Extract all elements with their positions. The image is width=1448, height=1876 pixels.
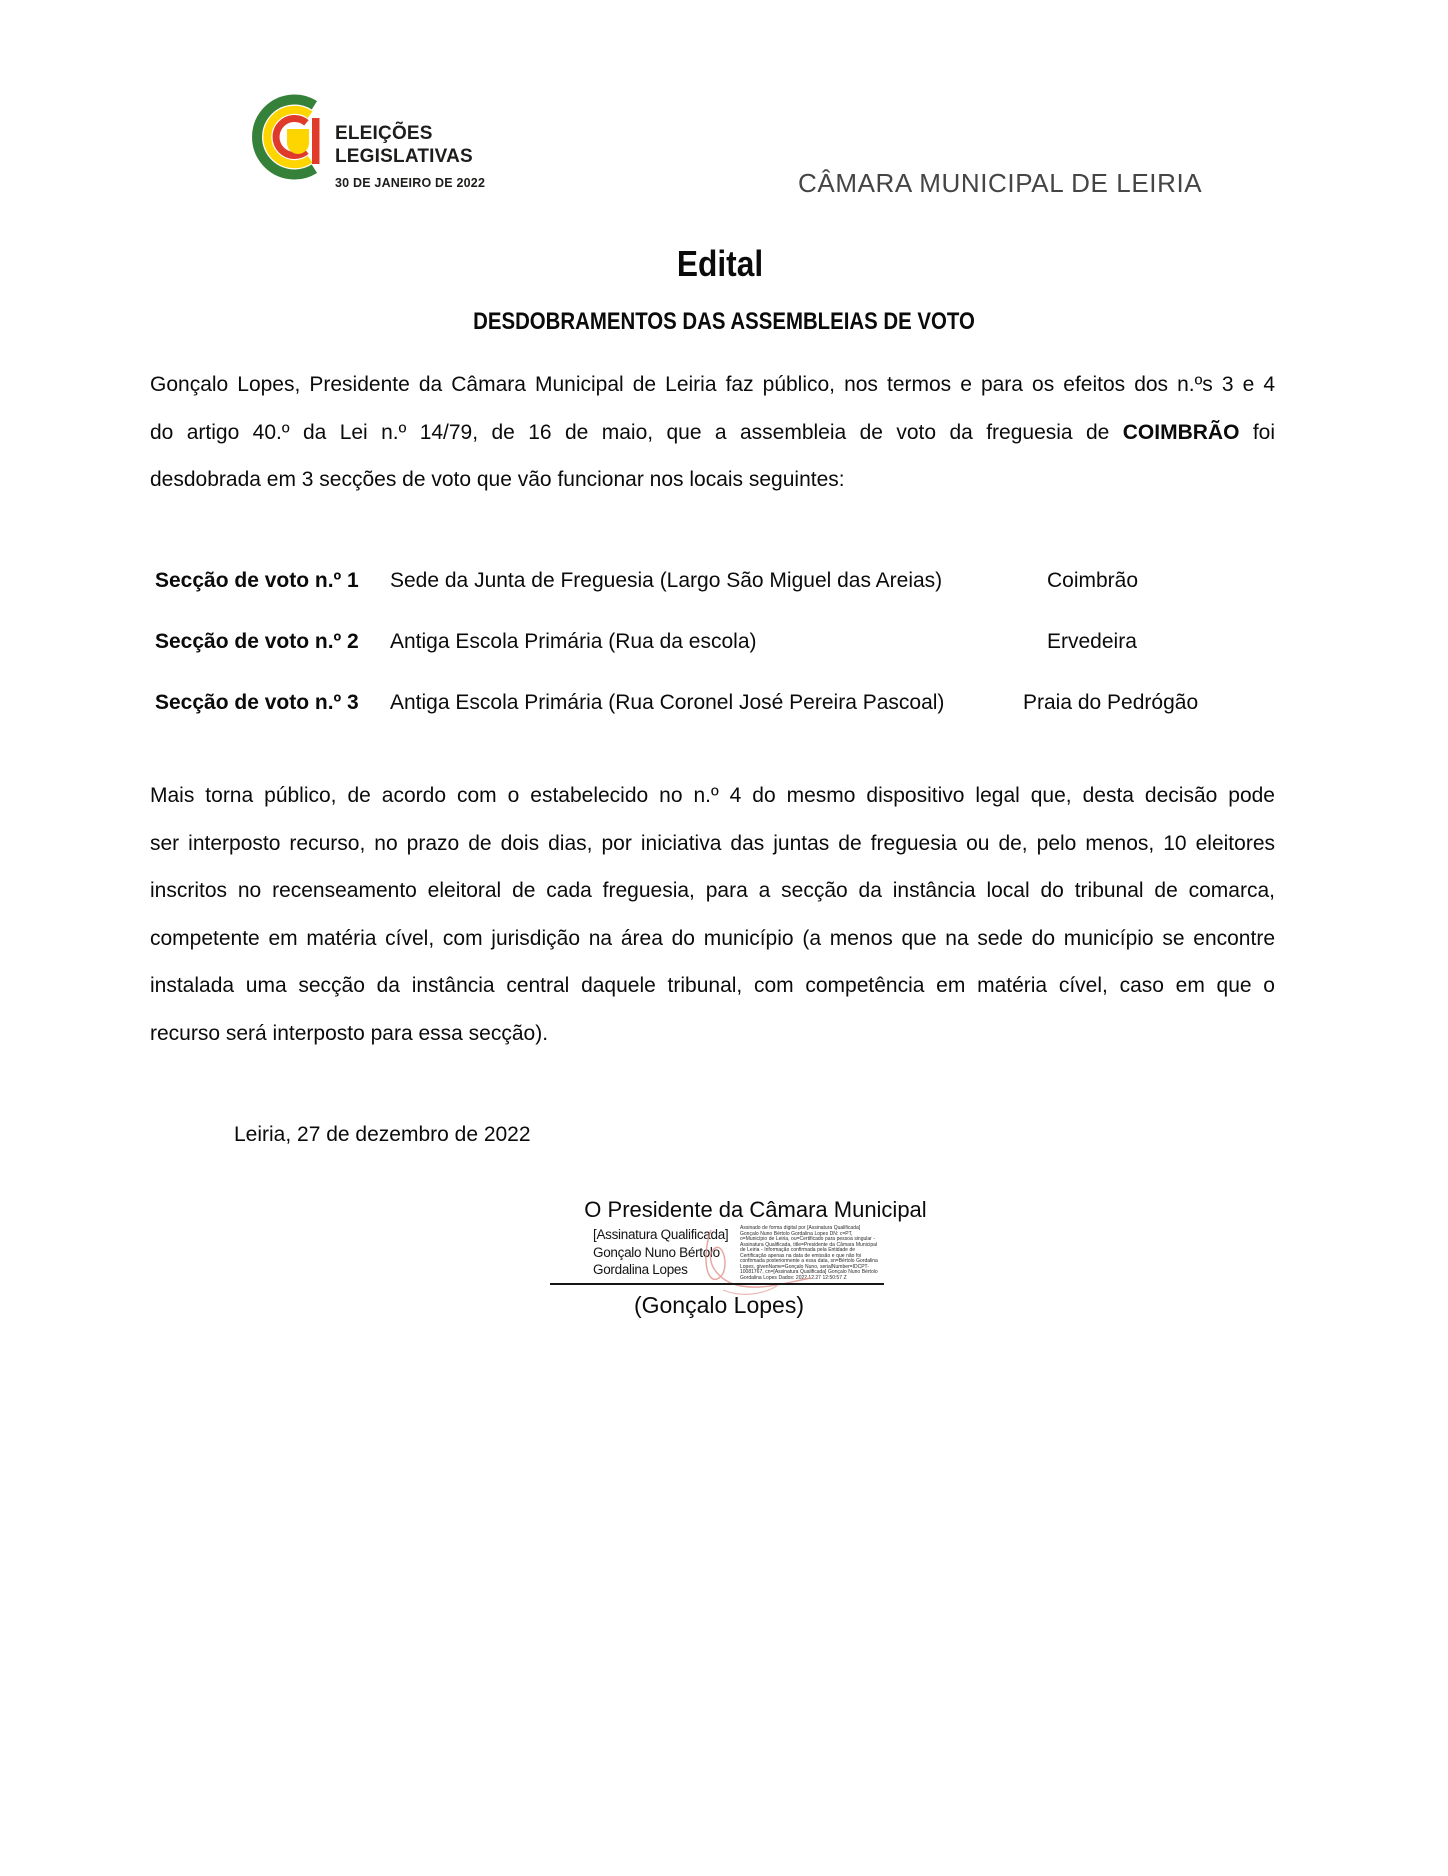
logo-title-line2: LEGISLATIVAS — [335, 146, 473, 167]
elections-logo-text — [335, 122, 485, 195]
voting-section-row — [0, 569, 1448, 597]
section-parish: Coimbrão — [1047, 569, 1139, 592]
intro-paragraph-line-3: desdobrada em 3 secções de voto que vão funcionar nos locais seguintes: — [150, 468, 845, 492]
section-parish: Praia do Pedrógão — [1023, 691, 1199, 714]
document-title: Edital — [676, 243, 764, 284]
intro-paragraph-line-2 — [150, 420, 1275, 446]
digital-signature-details: Assinado de forma digital por [Assinatura Qualificada] Gonçalo Nuno Bértolo Gordalina Lopes DN: c=PT, o=Município de Leiria, ou=Certificado para pessoa singular - Assinatura Qualificada, title=Presidente da Câmara Municipal de Leiria - Informação confirmada pela Entidade de Certificação apenas na data de emissão e que não foi confirmada posteriormente a essa data, sn=Bértolo Gordalina Lopes, givenName=Gonçalo Nuno, serialNumber=IDCPT-10081767, cn=[Assinatura Qualificada] Gonçalo Nuno Bértolo Gordalina Lopes Dados: 2022.12.27 12:50:57 Z — [740, 1225, 878, 1281]
body-paragraph-line-3: inscritos no recenseamento eleitoral de cada freguesia, para a secção da instância local do tribunal de comarca, — [150, 879, 1275, 903]
section-location: Sede da Junta de Freguesia (Largo São Miguel das Areias) — [390, 569, 943, 592]
section-label: Secção de voto n.º 3 — [155, 691, 359, 714]
intro-line2-text: do artigo 40.º da Lei n.º 14/79, de 16 de maio, que a assembleia de voto da freguesia de — [150, 420, 1123, 444]
intro-line2-parish-bold: COIMBRÃO — [1122, 420, 1240, 444]
signature-role-title: O Presidente da Câmara Municipal — [584, 1197, 927, 1222]
body-paragraph-line-1: Mais torna público, de acordo com o estabelecido no n.º 4 do mesmo dispositivo legal que, desta decisão pode — [150, 784, 1275, 807]
intro-line2-tail: foi — [1239, 420, 1275, 444]
signed-name: (Gonçalo Lopes) — [633, 1292, 805, 1318]
stamp-line-3: Gordalina Lopes — [593, 1262, 688, 1278]
logo-yellow-shield — [287, 129, 309, 154]
body-paragraph-line-5: instalada uma secção da instância central daquele tribunal, com competência em matéria cível, caso em que o — [150, 974, 1275, 998]
signature-rule-line — [550, 1283, 884, 1285]
voting-section-row — [0, 691, 1448, 719]
elections-logo-icon — [252, 94, 324, 182]
municipality-header: CÂMARA MUNICIPAL DE LEIRIA — [798, 168, 1203, 198]
body-paragraph-line-2: ser interposto recurso, no prazo de dois dias, por iniciativa das juntas de freguesia ou de, pelo menos, 10 eleitores — [150, 831, 1275, 855]
body-paragraph-line-6: recurso será interposto para essa secção). — [150, 1022, 549, 1045]
section-location: Antiga Escola Primária (Rua da escola) — [390, 630, 757, 653]
section-location: Antiga Escola Primária (Rua Coronel José Pereira Pascoal) — [390, 691, 945, 714]
section-label: Secção de voto n.º 2 — [155, 630, 359, 653]
section-parish: Ervedeira — [1047, 630, 1137, 653]
section-label: Secção de voto n.º 1 — [155, 569, 359, 592]
stamp-line-2: Gonçalo Nuno Bértolo — [593, 1244, 720, 1260]
intro-paragraph-line-1: Gonçalo Lopes, Presidente da Câmara Municipal de Leiria faz público, nos termos e para os efeitos dos n.ºs 3 e 4 — [150, 373, 1275, 396]
stamp-line-1: [Assinatura Qualificada] — [593, 1227, 729, 1242]
logo-red-bar — [312, 118, 320, 164]
place-date-line: Leiria, 27 de dezembro de 2022 — [234, 1123, 531, 1146]
logo-date-line: 30 DE JANEIRO DE 2022 — [335, 176, 486, 190]
document-subtitle: DESDOBRAMENTOS DAS ASSEMBLEIAS DE VOTO — [473, 308, 975, 335]
body-paragraph-line-4: competente em matéria cível, com jurisdição na área do município (a menos que na sede do município se encontre — [150, 926, 1275, 950]
voting-section-row — [0, 630, 1448, 658]
logo-title-line1: ELEIÇÕES — [335, 123, 433, 144]
